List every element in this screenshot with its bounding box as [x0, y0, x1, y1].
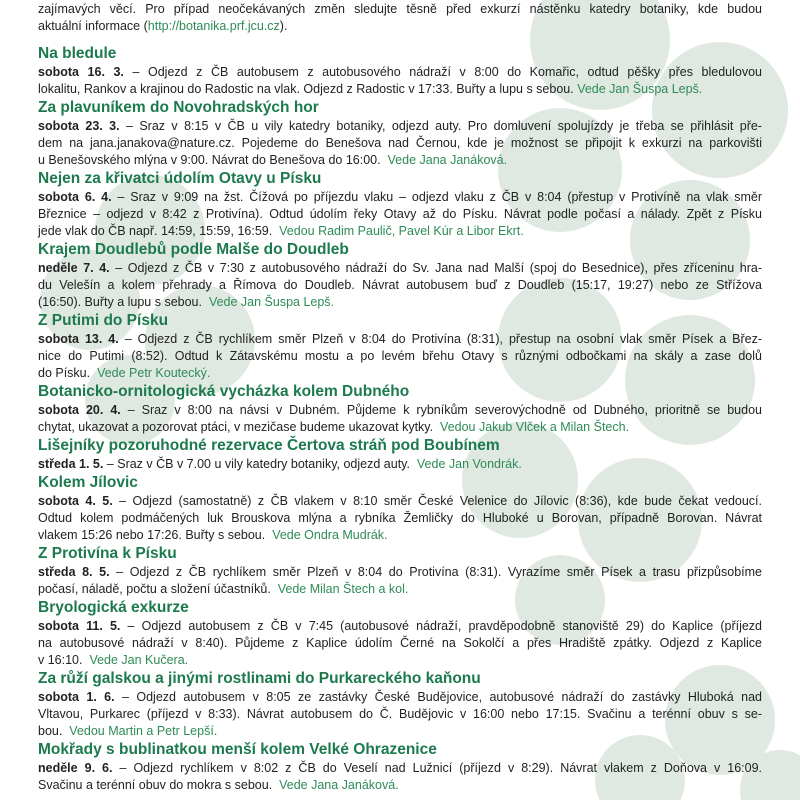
- event-title: Kolem Jílovic: [38, 474, 138, 491]
- event-title: Za růží galskou a jinými rostlinami do Purkareckého kaňonu: [38, 670, 481, 687]
- event-section: [38, 598, 762, 669]
- event-description: na autobusové nádraží v 8:40). Půjdeme z Kaplice údolím Černé na Sokolčí a přes Hradiště zpátky. Odjezd z Kaplice: [38, 636, 762, 650]
- event-description: Vltavou, Purkarec (příjezd v 8:33). Návrat autobusem do Č. Budějovic v 16:00 nebo 17:15. Svačinu a terénní obuv s se-: [38, 707, 762, 721]
- event-description: dem na jana.janakova@nature.cz. Pojedeme do Benešova nad Černou, kde je možnost se připojit k exkurzi na parkovišti: [38, 136, 762, 150]
- event-date: sobota 16. 3.: [38, 65, 124, 79]
- event-description: – Sraz v ČB v 7.00 u vily katedry botaniky, odjezd auty.: [103, 457, 417, 471]
- event-section: [38, 382, 762, 436]
- event-leader: Vede Jan Kučera.: [89, 653, 189, 667]
- event-description: bou.: [38, 724, 70, 738]
- event-text-line: [38, 223, 762, 240]
- event-leader: Vede Ondra Mudrák.: [272, 528, 388, 542]
- event-section: [38, 740, 762, 794]
- event-description: du Velešín a kolem přehrady a Římova do Doudleb. Návrat autobusem buď z Doudleb (15:17, 19:27) nebo ze Střížova: [38, 278, 762, 292]
- event-text-line: [38, 152, 762, 169]
- event-section: [38, 436, 762, 473]
- intro-paragraph: [38, 1, 762, 35]
- event-section: [38, 44, 762, 98]
- event-text-line: [38, 260, 762, 277]
- event-text-line: [38, 760, 762, 777]
- event-text-line: [38, 510, 762, 527]
- event-description: v 16:10.: [38, 653, 90, 667]
- event-section: [38, 169, 762, 240]
- event-title: Krajem Doudlebů podle Malše do Doudleb: [38, 241, 349, 258]
- event-description: – Odjezd z ČB rychlíkem směr Plzeň v 8:04 do Protivína (8:31). Vyrazíme směr Písek a trasu přizpůsobíme: [109, 565, 762, 579]
- event-text-line: [38, 206, 762, 223]
- event-section: [38, 311, 762, 382]
- event-description: – Odjezd z ČB rychlíkem směr Plzeň v 8:04 do Protivína (8:31), přestup na osobní vlak směr Písek a Břez-: [118, 332, 762, 346]
- event-date: sobota 13. 4.: [38, 332, 119, 346]
- event-text-line: [38, 365, 762, 382]
- event-section: [38, 240, 762, 311]
- event-leader: Vede Jan Šuspa Lepš.: [208, 295, 335, 309]
- event-date: sobota 6. 4.: [38, 190, 112, 204]
- event-title: Za plavuníkem do Novohradských hor: [38, 99, 319, 116]
- event-text-line: [38, 189, 762, 206]
- event-text-line: [38, 564, 762, 581]
- event-text-line: [38, 706, 762, 723]
- intro-line: zajímavých věcí. Pro případ neočekávaných změn sledujte těsně před exkurzí nástěnku katedry botaniky, kde budou: [38, 2, 762, 16]
- event-text-line: [38, 777, 762, 794]
- event-date: středa 8. 5.: [38, 565, 110, 579]
- event-text-line: [38, 277, 762, 294]
- event-description: lokalitu, Rankov a krajinou do Radostic na vlak. Odjezd z Radostic v 17:33. Buřty a lupu s sebou.: [38, 82, 578, 96]
- event-text-line: [38, 618, 762, 635]
- event-description: – Sraz v 9:09 na žst. Čížová po příjezdu vlaku – odjezd vlaku z ČB v 8:04 (přestup v Protivíně na vlak směr: [111, 190, 762, 204]
- event-description: Svačinu a terénní obuv do mokra s sebou.: [38, 778, 280, 792]
- event-text-line: [38, 135, 762, 152]
- event-description: do Písku.: [38, 366, 98, 380]
- event-description: vlakem 15:26 nebo 17:26. Buřty s sebou.: [38, 528, 273, 542]
- event-section: [38, 473, 762, 544]
- event-text-line: [38, 331, 762, 348]
- event-date: neděle 7. 4.: [38, 261, 110, 275]
- event-date: sobota 11. 5.: [38, 619, 121, 633]
- event-description: – Sraz v 8:15 v ČB u vily katedry botaniky, odjezd auty. Pro domluvení spolujízdy je třeba se přihlásit pře-: [119, 119, 762, 133]
- event-description: – Odjezd z ČB v 7:30 z autobusového nádraží do Sv. Jana nad Malší (spoj do Besednice), přes zříceninu hra-: [109, 261, 762, 275]
- event-text-line: [38, 635, 762, 652]
- event-section: [38, 98, 762, 169]
- event-text-line: [38, 493, 762, 510]
- event-date: středa 1. 5.: [38, 457, 104, 471]
- event-text-line: [38, 294, 762, 311]
- event-leader: Vedou Martin a Petr Lepší.: [69, 724, 218, 738]
- event-title: Na bledule: [38, 45, 117, 62]
- event-text-line: [38, 81, 762, 98]
- intro-line: aktuální informace (http://botanika.prf.jcu.cz).: [38, 19, 288, 33]
- event-list: [38, 44, 762, 794]
- event-text-line: [38, 348, 762, 365]
- event-title: Nejen za křivatci údolím Otavy u Písku: [38, 170, 322, 187]
- event-date: sobota 1. 6.: [38, 690, 115, 704]
- event-title: Z Protivína k Písku: [38, 545, 177, 562]
- event-description: – Odjezd autobusem v 8:05 ze zastávky České Budějovice, autobusové nádraží do zastávky Hluboká nad: [114, 690, 762, 704]
- event-text-line: [38, 64, 762, 81]
- event-date: neděle 9. 6.: [38, 761, 113, 775]
- event-leader: Vede Jan Vondrák.: [416, 457, 522, 471]
- event-text-line: [38, 581, 762, 598]
- excursion-document: [38, 1, 762, 794]
- event-date: sobota 23. 3.: [38, 119, 120, 133]
- event-leader: Vede Jana Janáková.: [387, 153, 508, 167]
- event-title: Z Putimi do Písku: [38, 312, 169, 329]
- event-description: u Benešovského mlýna v 9:00. Návrat do Benešova do 16:00.: [38, 153, 388, 167]
- event-description: (16:50). Buřty a lupu s sebou.: [38, 295, 209, 309]
- event-description: počasí, náladě, počtu a složení účastníků.: [38, 582, 278, 596]
- event-leader: Vede Milan Štech a kol.: [277, 582, 409, 596]
- event-date: sobota 20. 4.: [38, 403, 121, 417]
- event-description: – Odjezd z ČB autobusem z autobusového nádraží v 8:00 do Komařic, odtud pěšky přes bledulovou: [123, 65, 762, 79]
- event-description: – Odjezd rychlíkem v 8:02 z ČB do Veselí nad Lužnicí (příjezd v 8:29). Návrat vlakem z Doňova v 16:09.: [112, 761, 762, 775]
- event-description: – Odjezd autobusem z ČB v 7:45 (autobusové nádraží, pravděpodobně stanoviště 29) do Kaplice (příjezd: [120, 619, 763, 633]
- website-link[interactable]: http://botanika.prf.jcu.cz: [147, 19, 280, 33]
- event-title: Lišejníky pozoruhodné rezervace Čertova stráň pod Boubínem: [38, 437, 500, 454]
- event-text-line: [38, 527, 762, 544]
- event-section: [38, 544, 762, 598]
- event-text-line: [38, 652, 762, 669]
- event-title: Botanicko-ornitologická vycházka kolem Dubného: [38, 383, 410, 400]
- event-description: – Odjezd (samostatně) z ČB vlakem v 8:10 směr České Velenice do Jílovic (8:36), kde bude čekat vedoucí.: [112, 494, 762, 508]
- event-description: chytat, ukazovat a pozorovat ptáci, v mezičase budeme ukazovat kytky.: [38, 420, 441, 434]
- event-description: – Sraz v 8:00 na návsi v Dubném. Půjdeme k rybníkům severovýchodně od Dubného, prioritně se budou: [120, 403, 762, 417]
- event-description: Odtud kolem podmáčených luk Brouskova mlýna a rybníka Žemličky do Hluboké u Borovan, případně Borovan. Návrat: [38, 511, 762, 525]
- event-description: Březnice – odjezd v 8:42 z Protivína). Odtud údolím řeky Otavy až do Písku. Návrat podle počasí a nálady. Zpět z Písku: [38, 207, 762, 221]
- event-leader: Vede Petr Koutecký.: [97, 366, 211, 380]
- event-text-line: [38, 689, 762, 706]
- event-text-line: [38, 402, 762, 419]
- event-title: Bryologická exkurze: [38, 599, 189, 616]
- event-leader: Vede Jana Janáková.: [279, 778, 399, 792]
- event-description: nice do Putimi (8:52). Odtud k Zátavskému mostu a po levém břehu Otavy s různými odbočkami na skály a zase dolů: [38, 349, 762, 363]
- event-date: sobota 4. 5.: [38, 494, 113, 508]
- event-description: jede vlak do ČB např. 14:59, 15:59, 16:59.: [38, 224, 280, 238]
- event-text-line: [38, 456, 762, 473]
- event-leader: Vedou Radim Paulič, Pavel Kúr a Libor Ekrt.: [279, 224, 524, 238]
- event-text-line: [38, 723, 762, 740]
- event-text-line: [38, 118, 762, 135]
- event-text-line: [38, 419, 762, 436]
- event-title: Mokřady s bublinatkou menší kolem Velké Ohrazenice: [38, 741, 437, 758]
- event-section: [38, 669, 762, 740]
- event-leader: Vedou Jakub Vlček a Milan Štech.: [440, 420, 630, 434]
- event-leader: Vede Jan Šuspa Lepš.: [577, 82, 703, 96]
